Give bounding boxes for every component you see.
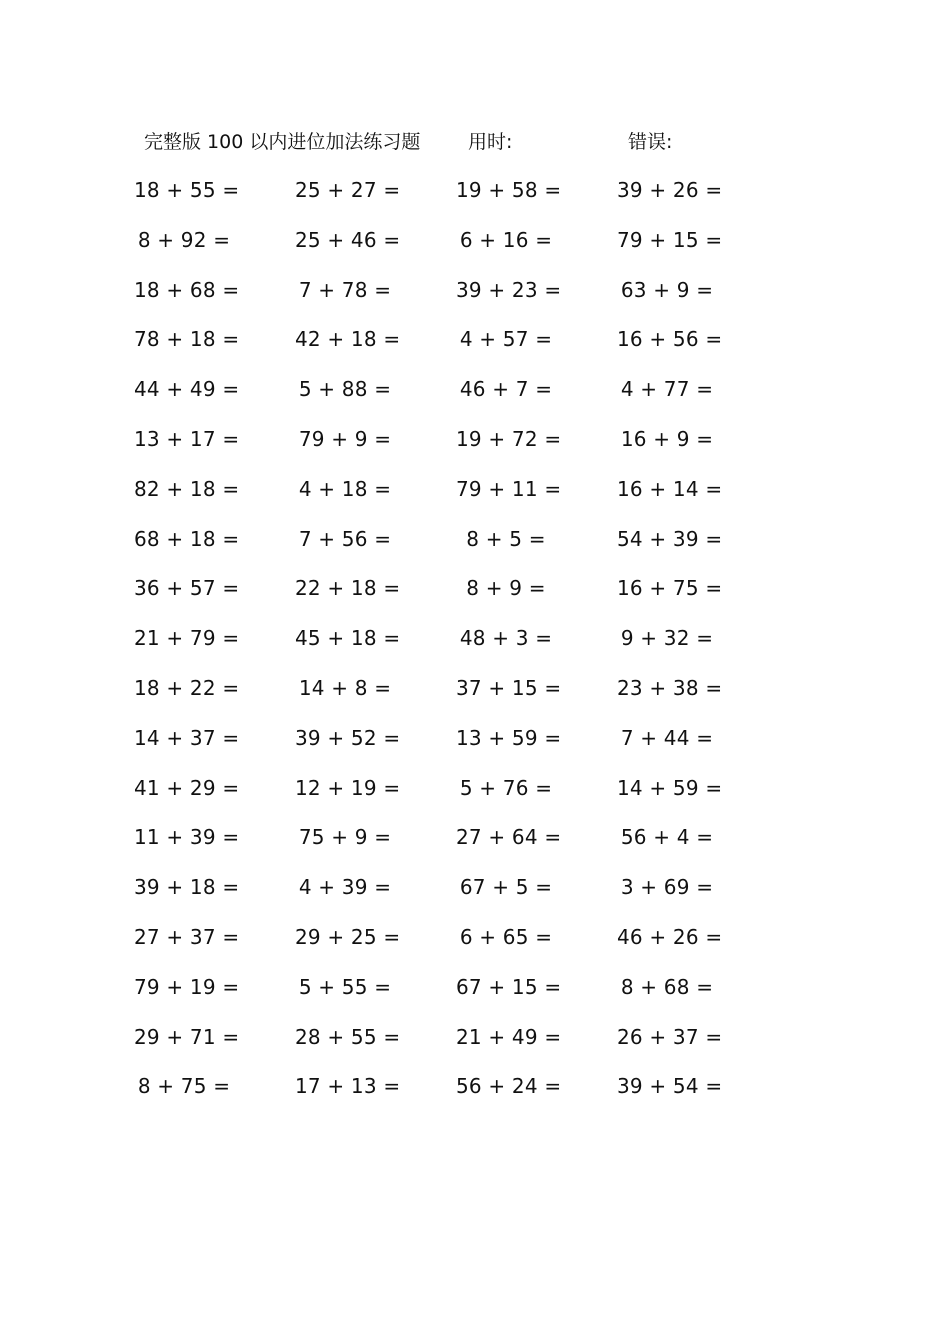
problem: 8 + 68 =: [620, 974, 714, 999]
problem-row: [0, 276, 950, 326]
problem: 4 + 39 =: [298, 875, 392, 900]
problem: 18 + 22 =: [134, 675, 240, 700]
problem-row: [0, 1023, 950, 1073]
problem: 14 + 8 =: [298, 675, 392, 700]
problem-row: [0, 325, 950, 375]
problem: 25 + 46 =: [295, 227, 401, 252]
worksheet-title: 完整版 100 以内进位加法练习题: [144, 131, 421, 153]
problem-row: [0, 176, 950, 226]
problem: 48 + 3 =: [459, 626, 553, 651]
problem: 7 + 78 =: [298, 277, 392, 302]
problem: 19 + 72 =: [456, 426, 562, 451]
problem: 41 + 29 =: [134, 775, 240, 800]
problem: 6 + 16 =: [459, 227, 553, 252]
problem: 14 + 37 =: [134, 725, 240, 750]
problem-row: [0, 574, 950, 624]
problem-row: [0, 923, 950, 973]
problem: 78 + 18 =: [134, 327, 240, 352]
problem-row: [0, 873, 950, 923]
problem: 8 + 75 =: [137, 1074, 231, 1099]
problem: 26 + 37 =: [617, 1024, 723, 1049]
problem-row: [0, 375, 950, 425]
problem: 18 + 55 =: [134, 178, 240, 202]
problem: 39 + 26 =: [617, 178, 723, 202]
problem: 45 + 18 =: [295, 626, 401, 651]
problem: 54 + 39 =: [617, 526, 723, 551]
problem: 56 + 24 =: [456, 1074, 562, 1099]
problem: 42 + 18 =: [295, 327, 401, 352]
problem: 5 + 55 =: [298, 974, 392, 999]
problem-row: [0, 226, 950, 276]
problem: 6 + 65 =: [459, 924, 553, 949]
problem: 79 + 11 =: [456, 476, 562, 501]
problem-row: [0, 774, 950, 824]
worksheet-header: [0, 128, 950, 158]
problem: 68 + 18 =: [134, 526, 240, 551]
problem: 16 + 14 =: [617, 476, 723, 501]
problem-row: [0, 425, 950, 475]
problem: 39 + 18 =: [134, 875, 240, 900]
problem: 75 + 9 =: [298, 825, 392, 850]
problem: 4 + 77 =: [620, 377, 714, 402]
problem: 39 + 54 =: [617, 1074, 723, 1099]
problem: 67 + 15 =: [456, 974, 562, 999]
problem: 67 + 5 =: [459, 875, 553, 900]
problem: 8 + 92 =: [137, 227, 231, 252]
problem: 3 + 69 =: [620, 875, 714, 900]
problem: 13 + 59 =: [456, 725, 562, 750]
problem: 5 + 76 =: [459, 775, 553, 800]
problem: 25 + 27 =: [295, 178, 401, 202]
problem: 16 + 9 =: [620, 426, 714, 451]
problem: 11 + 39 =: [134, 825, 240, 850]
problem: 46 + 7 =: [459, 377, 553, 402]
problem: 28 + 55 =: [295, 1024, 401, 1049]
problem: 79 + 19 =: [134, 974, 240, 999]
error-label: 错误:: [628, 131, 673, 153]
problem: 79 + 15 =: [617, 227, 723, 252]
problem: 46 + 26 =: [617, 924, 723, 949]
problem-row: [0, 1072, 950, 1122]
problem: 79 + 9 =: [298, 426, 392, 451]
problem-row: [0, 973, 950, 1023]
problem: 27 + 64 =: [456, 825, 562, 850]
problem: 5 + 88 =: [298, 377, 392, 402]
problem: 17 + 13 =: [295, 1074, 401, 1099]
problem: 7 + 44 =: [620, 725, 714, 750]
problem: 8 + 9 =: [466, 576, 546, 601]
problem: 36 + 57 =: [134, 576, 240, 601]
problem: 39 + 52 =: [295, 725, 401, 750]
problem: 56 + 4 =: [620, 825, 714, 850]
problem: 19 + 58 =: [456, 178, 562, 202]
problem: 37 + 15 =: [456, 675, 562, 700]
problem: 29 + 25 =: [295, 924, 401, 949]
problem-row: [0, 674, 950, 724]
problem: 8 + 5 =: [466, 526, 546, 551]
problem: 13 + 17 =: [134, 426, 240, 451]
time-label: 用时:: [468, 131, 513, 153]
problem: 63 + 9 =: [620, 277, 714, 302]
problem: 29 + 71 =: [134, 1024, 240, 1049]
problem: 16 + 75 =: [617, 576, 723, 601]
problem: 22 + 18 =: [295, 576, 401, 601]
problem: 21 + 79 =: [134, 626, 240, 651]
problem: 4 + 57 =: [459, 327, 553, 352]
problem: 9 + 32 =: [620, 626, 714, 651]
problem: 23 + 38 =: [617, 675, 723, 700]
problem: 4 + 18 =: [298, 476, 392, 501]
problem: 7 + 56 =: [298, 526, 392, 551]
problem: 12 + 19 =: [295, 775, 401, 800]
problem: 14 + 59 =: [617, 775, 723, 800]
problem-row: [0, 724, 950, 774]
problem: 39 + 23 =: [456, 277, 562, 302]
problem: 18 + 68 =: [134, 277, 240, 302]
problem: 82 + 18 =: [134, 476, 240, 501]
problem: 16 + 56 =: [617, 327, 723, 352]
problem: 27 + 37 =: [134, 924, 240, 949]
problem: 44 + 49 =: [134, 377, 240, 402]
problem-row: [0, 475, 950, 525]
problem-row: [0, 823, 950, 873]
problem-grid: [0, 176, 950, 1122]
problem-row: [0, 525, 950, 575]
problem: 21 + 49 =: [456, 1024, 562, 1049]
problem-row: [0, 624, 950, 674]
